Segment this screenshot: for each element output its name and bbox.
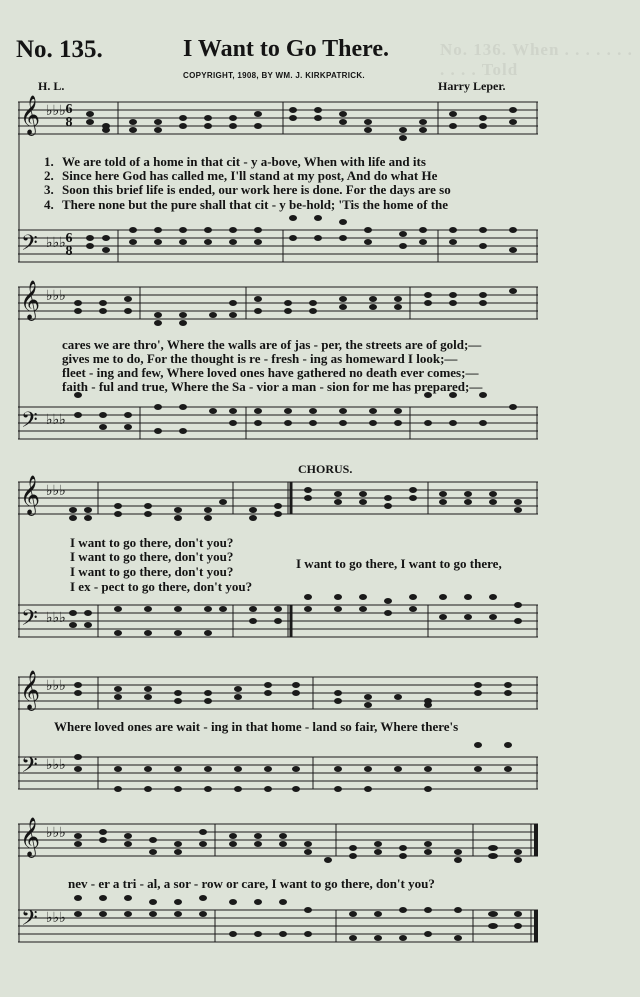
key-signature-flats-icon: ♭♭♭ bbox=[46, 825, 66, 841]
refrain-call-3: I want to go there, don't you? bbox=[70, 564, 234, 579]
bass-staff-1 bbox=[18, 230, 538, 262]
verse-line-1a: 1. We are told of a home in that cit - y a-bove, When with life and its bbox=[44, 154, 426, 169]
bass-clef-icon: 𝄢 bbox=[21, 231, 38, 261]
time-signature-6-8-icon: 6 8 bbox=[65, 102, 73, 130]
key-signature-flats-icon: ♭♭♭ bbox=[46, 288, 66, 304]
verse-line-2a: 2. Since here God has called me, I'll stand at my post, And do what He bbox=[44, 168, 438, 183]
hymn-title: I Want to Go There. bbox=[183, 36, 390, 62]
bass-key-signature-flats-icon: ♭♭♭ bbox=[46, 910, 66, 926]
bass-key-signature-flats-icon: ♭♭♭ bbox=[46, 757, 66, 773]
bass-clef-icon: 𝄢 bbox=[21, 906, 38, 936]
bass-clef-icon: 𝄢 bbox=[21, 753, 38, 783]
treble-clef-icon: 𝄞 bbox=[20, 817, 41, 857]
verse-line-3a: 3. Soon this brief life is ended, our work here is done. For the days are so bbox=[44, 182, 451, 197]
refrain-call-4: I ex - pect to go there, don't you? bbox=[70, 579, 253, 594]
bass-time-signature-6-8-icon: 6 8 bbox=[65, 231, 73, 259]
key-signature-flats-icon: ♭♭♭ bbox=[46, 103, 66, 119]
treble-clef-icon: 𝄞 bbox=[20, 280, 41, 320]
bass-clef-icon: 𝄢 bbox=[21, 606, 38, 636]
composer-name: Harry Leper. bbox=[438, 79, 506, 93]
verse-line-4a: 4. There none but the pure shall that cit - y be-hold; 'Tis the home of the bbox=[44, 197, 449, 212]
chorus-label: CHORUS. bbox=[298, 462, 353, 476]
key-signature-flats-icon: ♭♭♭ bbox=[46, 483, 66, 499]
bass-key-signature-flats-icon: ♭♭♭ bbox=[46, 412, 66, 428]
verse-line-2b: gives me to do, For the thought is re - fresh - ing as homeward I look;— bbox=[62, 351, 458, 366]
verse-line-1b: cares we are thro', Where the walls are of jas - per, the streets are of gold;— bbox=[62, 337, 482, 352]
treble-staff-1 bbox=[18, 102, 538, 134]
notes-system-4 bbox=[74, 682, 512, 792]
copyright-line: COPYRIGHT, 1908, BY WM. J. KIRKPATRICK. bbox=[183, 71, 365, 80]
bass-key-signature-flats-icon: ♭♭♭ bbox=[46, 235, 66, 251]
refrain-call-2: I want to go there, don't you? bbox=[70, 549, 234, 564]
refrain-call-1: I want to go there, don't you? bbox=[70, 535, 234, 550]
bleed-through-text: No. 136. When . . . . . . . . . . . Told bbox=[440, 40, 633, 79]
bass-clef-icon: 𝄢 bbox=[21, 408, 38, 438]
chorus-line-2: Where loved ones are wait - ing in that home - land so fair, Where there's bbox=[54, 719, 459, 734]
system-4-staves bbox=[18, 670, 540, 795]
lyricist-initials: H. L. bbox=[38, 79, 65, 93]
chorus-line-3: nev - er a tri - al, a sor - row or care, I want to go there, don't you? bbox=[68, 876, 435, 891]
treble-clef-icon: 𝄞 bbox=[20, 475, 41, 515]
verse-line-3b: fleet - ing and few, Where loved ones have gathered no death ever comes;— bbox=[62, 365, 479, 380]
key-signature-flats-icon: ♭♭♭ bbox=[46, 678, 66, 694]
verse-line-4b: faith - ful and true, Where the Sa - vior a man - sion for me has prepared;— bbox=[62, 379, 483, 394]
treble-clef-icon: 𝄞 bbox=[20, 95, 41, 135]
treble-clef-icon: 𝄞 bbox=[20, 670, 41, 710]
hymn-number: No. 135. bbox=[16, 36, 103, 63]
bass-key-signature-flats-icon: ♭♭♭ bbox=[46, 610, 66, 626]
chorus-line-1: I want to go there, I want to go there, bbox=[296, 556, 502, 571]
